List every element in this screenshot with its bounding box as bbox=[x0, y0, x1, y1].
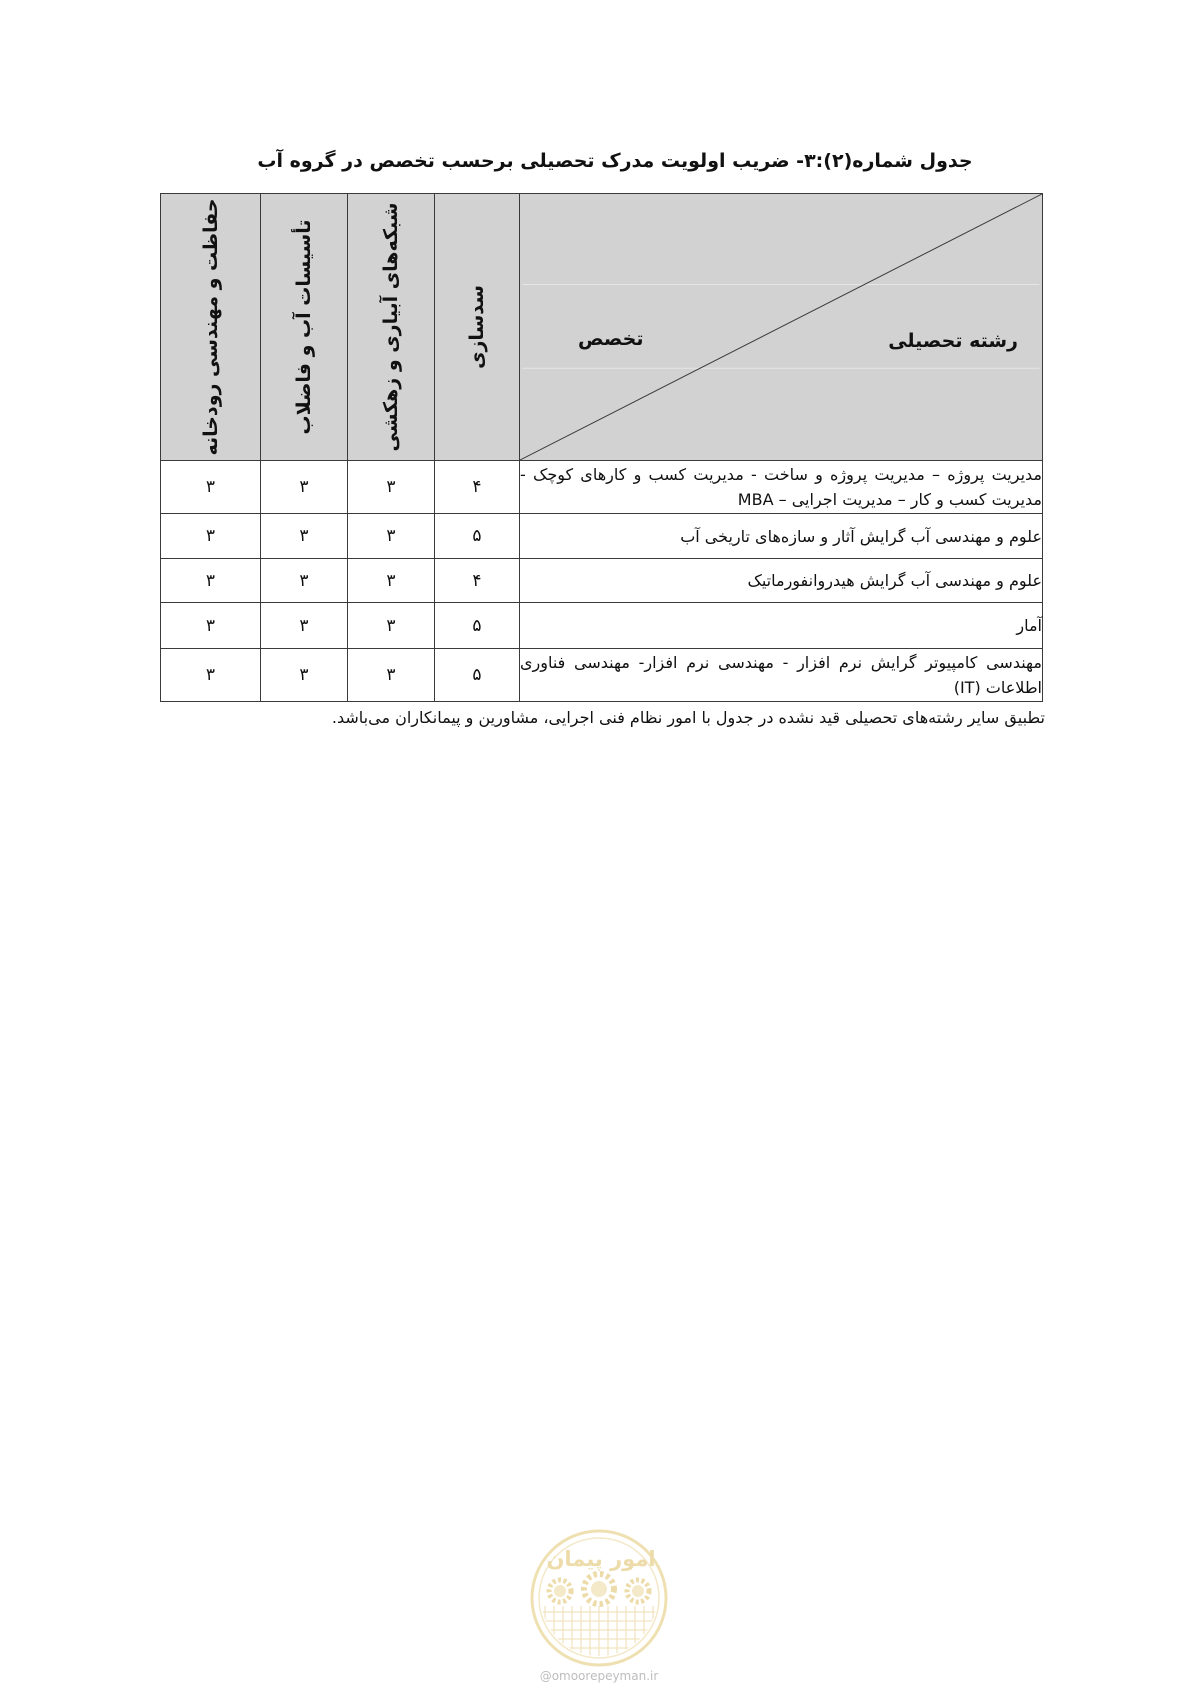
coefficient-cell: ۳ bbox=[161, 514, 261, 559]
field-specialty-header bbox=[520, 194, 1043, 461]
field-of-study-cell: مهندسی کامپیوتر گرایش نرم افزار - مهندسی نرم افزار- مهندسی فناوری اطلاعات (IT) bbox=[520, 649, 1043, 702]
gear-icon-middle bbox=[584, 1574, 614, 1604]
table-row bbox=[161, 603, 1043, 649]
coefficient-cell: ۴ bbox=[435, 559, 520, 603]
field-of-study-label: رشته تحصیلی bbox=[888, 330, 1018, 352]
specialty-label: تخصص bbox=[578, 328, 644, 350]
field-of-study-cell: علوم و مهندسی آب گرایش آثار و سازه‌های تاریخی آب bbox=[520, 514, 1043, 559]
coefficient-cell: ۳ bbox=[348, 514, 435, 559]
coefficient-cell: ۵ bbox=[435, 514, 520, 559]
column-header-river-engineering bbox=[161, 194, 261, 461]
coefficient-cell: ۳ bbox=[261, 649, 348, 702]
coefficient-cell: ۳ bbox=[261, 461, 348, 514]
coefficient-cell: ۴ bbox=[435, 461, 520, 514]
coefficient-cell: ۳ bbox=[348, 559, 435, 603]
logo-text: امور پیمان bbox=[546, 1547, 656, 1571]
column-header-dam-construction bbox=[435, 194, 520, 461]
coefficient-cell: ۳ bbox=[261, 514, 348, 559]
coefficient-cell: ۵ bbox=[435, 649, 520, 702]
gear-icon-left bbox=[549, 1580, 571, 1602]
coefficient-cell: ۳ bbox=[348, 603, 435, 649]
table-footnote: تطبیق سایر رشته‌های تحصیلی قید نشده در جدول با امور نظام فنی اجرایی، مشاورین و پیمانکاران می‌باشد. bbox=[331, 708, 1045, 727]
field-of-study-cell: مدیریت پروژه – مدیریت پروژه و ساخت - مدیریت کسب و کارهای کوچک - مدیریت کسب و کار – مدیریت اجرایی – MBA bbox=[520, 461, 1043, 514]
column-header-irrigation-drainage bbox=[348, 194, 435, 461]
column-header-water-wastewater bbox=[261, 194, 348, 461]
table-row bbox=[161, 514, 1043, 559]
coefficient-cell: ۳ bbox=[161, 461, 261, 514]
column-label: حفاظت و مهندسی رودخانه bbox=[199, 198, 222, 456]
priority-coefficient-table bbox=[160, 193, 1043, 702]
table-row bbox=[161, 559, 1043, 603]
gear-icon-right bbox=[627, 1580, 649, 1602]
coefficient-cell: ۳ bbox=[161, 559, 261, 603]
coefficient-cell: ۳ bbox=[348, 649, 435, 702]
coefficient-cell: ۳ bbox=[261, 559, 348, 603]
watermark-logo bbox=[529, 1528, 669, 1668]
table-title: جدول شماره(۲):۳- ضریب اولویت مدرک تحصیلی برحسب تخصص در گروه آب bbox=[257, 150, 973, 172]
watermark-url: @omoorepeyman.ir bbox=[539, 1669, 659, 1683]
coefficient-cell: ۳ bbox=[261, 603, 348, 649]
table-row bbox=[161, 649, 1043, 702]
table-row bbox=[161, 461, 1043, 514]
coefficient-cell: ۳ bbox=[161, 603, 261, 649]
column-label: سدسازی bbox=[466, 285, 488, 369]
logo-grid bbox=[537, 1606, 661, 1666]
coefficient-cell: ۳ bbox=[161, 649, 261, 702]
field-of-study-cell: آمار bbox=[520, 603, 1043, 649]
coefficient-cell: ۳ bbox=[348, 461, 435, 514]
table-header-row bbox=[161, 194, 1043, 461]
coefficient-cell: ۵ bbox=[435, 603, 520, 649]
column-label: تأسیسات آب و فاضلاب bbox=[293, 219, 315, 435]
field-of-study-cell: علوم و مهندسی آب گرایش هیدروانفورماتیک bbox=[520, 559, 1043, 603]
column-label: شبکه‌های آبیاری و زهکشی bbox=[380, 202, 402, 452]
